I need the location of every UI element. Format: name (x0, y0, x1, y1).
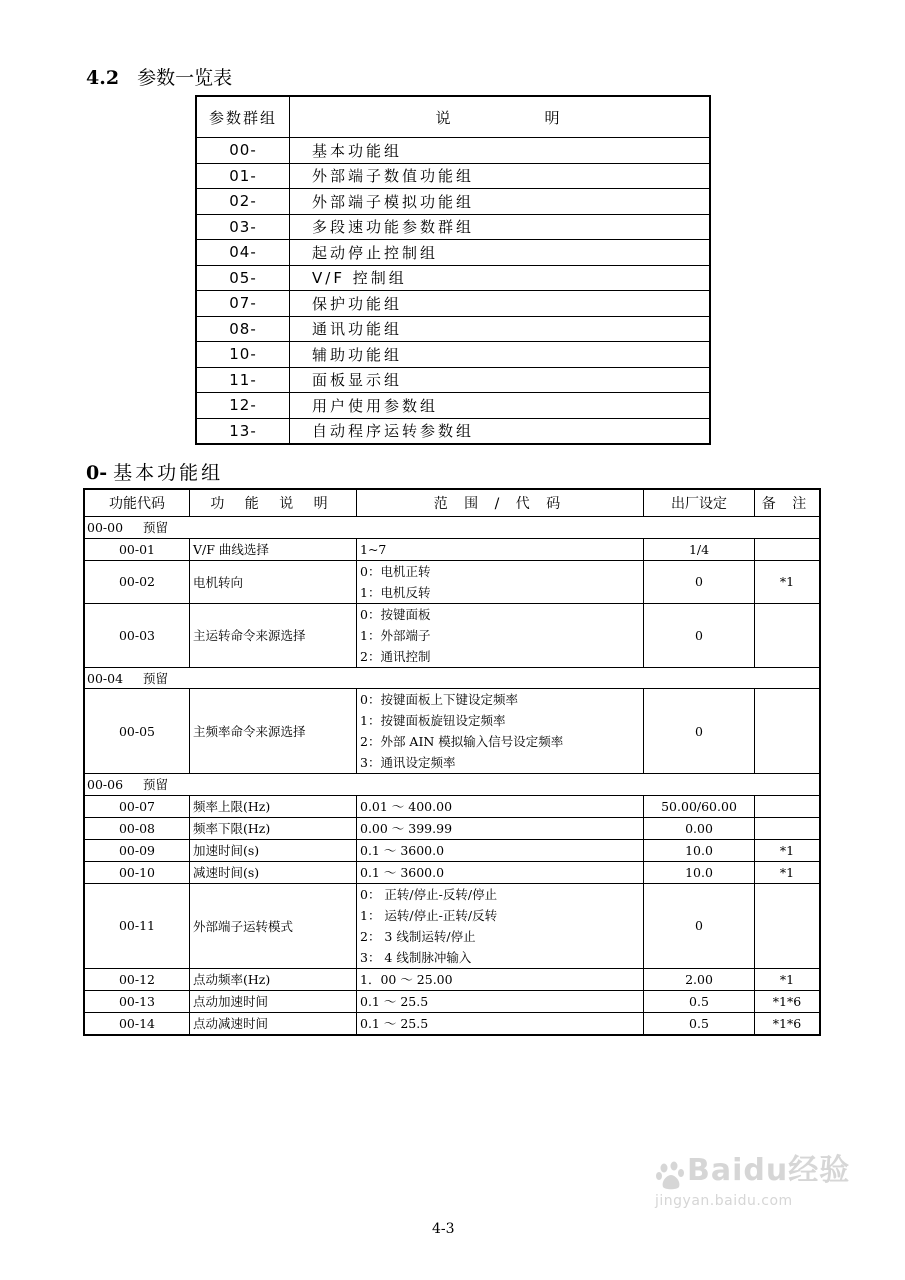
param-default: 0 (644, 689, 755, 774)
param-range (357, 839, 644, 861)
param-table-header (84, 489, 820, 517)
sub-section-heading (86, 458, 223, 485)
range-line: 0： 正转/停止-反转/停止 (360, 886, 498, 902)
group-row (196, 418, 710, 444)
param-range (357, 538, 644, 560)
param-code: 00-01 (84, 538, 190, 560)
param-code: 00-10 (84, 861, 190, 883)
param-row (84, 839, 820, 861)
param-note: *1 (755, 839, 821, 861)
param-default: 0 (644, 883, 755, 968)
param-default: 0.00 (644, 817, 755, 839)
group-description: 辅助功能组 (290, 342, 711, 368)
group-description: 面板显示组 (290, 367, 711, 393)
sub-section-number: 0- (86, 462, 108, 484)
param-range (357, 883, 644, 968)
param-default: 0 (644, 603, 755, 667)
header-note: 备 注 (755, 489, 821, 517)
range-line: 0.1 ～ 3600.0 (360, 864, 445, 880)
param-name: 主频率命令来源选择 (190, 689, 357, 774)
group-row (196, 189, 710, 215)
param-row (84, 538, 820, 560)
param-row (84, 795, 820, 817)
param-code: 00-09 (84, 839, 190, 861)
range-line: 0：按键面板上下键设定频率 (360, 692, 518, 707)
param-note (755, 795, 821, 817)
group-code: 12- (196, 393, 290, 419)
param-range (357, 795, 644, 817)
group-code: 01- (196, 163, 290, 189)
param-code: 00-12 (84, 968, 190, 990)
reserved-label: 预留 (143, 777, 169, 793)
group-row (196, 342, 710, 368)
param-default: 0 (644, 560, 755, 603)
param-name: V/F 曲线选择 (190, 538, 357, 560)
range-line: 0.1 ～ 25.5 (360, 993, 429, 1009)
header-name: 功 能 说 明 (190, 489, 357, 517)
group-table-body (196, 138, 710, 445)
param-default: 0.5 (644, 1012, 755, 1035)
param-default: 2.00 (644, 968, 755, 990)
param-name: 点动频率(Hz) (190, 968, 357, 990)
param-name: 频率下限(Hz) (190, 817, 357, 839)
group-header-desc-1: 说 (435, 108, 455, 127)
group-row (196, 265, 710, 291)
header-default: 出厂设定 (644, 489, 755, 517)
param-note (755, 883, 821, 968)
group-description: 外部端子模拟功能组 (290, 189, 711, 215)
group-code: 03- (196, 214, 290, 240)
range-line: 0.01 ～ 400.00 (360, 798, 453, 814)
range-line: 3： 4 线制脉冲输入 (360, 949, 472, 965)
group-table-header (196, 96, 710, 138)
group-description: 保护功能组 (290, 291, 711, 317)
reserved-cell (84, 774, 820, 796)
reserved-label: 预留 (143, 670, 169, 686)
reserved-cell (84, 667, 820, 689)
param-row (84, 560, 820, 603)
parameter-group-table (195, 95, 711, 445)
range-line: 2： 3 线制运转/停止 (360, 928, 476, 944)
param-row (84, 990, 820, 1012)
param-default: 10.0 (644, 839, 755, 861)
param-note: *1 (755, 560, 821, 603)
param-name: 主运转命令来源选择 (190, 603, 357, 667)
group-row (196, 240, 710, 266)
reserved-row (84, 517, 820, 539)
param-range (357, 968, 644, 990)
group-description: 多段速功能参数群组 (290, 214, 711, 240)
group-description: 通讯功能组 (290, 316, 711, 342)
parameter-table (83, 488, 821, 1036)
param-row (84, 861, 820, 883)
param-name: 频率上限(Hz) (190, 795, 357, 817)
section-title: 参数一览表 (137, 67, 233, 89)
range-line: 0.1 ～ 25.5 (360, 1015, 429, 1031)
group-code: 04- (196, 240, 290, 266)
reserved-code: 00-04 (87, 670, 124, 686)
group-description: 起动停止控制组 (290, 240, 711, 266)
param-range (357, 689, 644, 774)
range-line: 2：通讯控制 (360, 648, 431, 664)
header-code: 功能代码 (84, 489, 190, 517)
group-row (196, 214, 710, 240)
param-row (84, 603, 820, 667)
param-name: 电机转向 (190, 560, 357, 603)
reserved-code: 00-06 (87, 777, 124, 793)
param-name: 加速时间(s) (190, 839, 357, 861)
param-default: 50.00/60.00 (644, 795, 755, 817)
param-row (84, 817, 820, 839)
range-line: 0.00 ～ 399.99 (360, 820, 453, 836)
param-note (755, 817, 821, 839)
range-line: 1：外部端子 (360, 627, 431, 643)
range-line: 3：通讯设定频率 (360, 755, 456, 770)
reserved-code: 00-00 (87, 520, 124, 536)
param-code: 00-02 (84, 560, 190, 603)
paw-logo-icon (655, 1161, 687, 1191)
param-row (84, 968, 820, 990)
page-number: 4-3 (432, 1221, 455, 1237)
reserved-row (84, 667, 820, 689)
param-row (84, 689, 820, 774)
param-row (84, 883, 820, 968)
param-range (357, 990, 644, 1012)
group-description: 外部端子数值功能组 (290, 163, 711, 189)
param-range (357, 1012, 644, 1035)
param-range (357, 603, 644, 667)
sub-section-title: 基本功能组 (113, 462, 224, 484)
range-line: 0.1 ～ 3600.0 (360, 842, 445, 858)
header-range: 范 围 / 代 码 (357, 489, 644, 517)
watermark-url: jingyan.baidu.com (655, 1192, 793, 1209)
range-line: 1： 运转/停止-正转/反转 (360, 907, 498, 923)
group-code: 05- (196, 265, 290, 291)
reserved-row (84, 774, 820, 796)
group-row (196, 138, 710, 164)
param-note: *1*6 (755, 1012, 821, 1035)
param-note: *1 (755, 861, 821, 883)
param-table-body (84, 517, 820, 1035)
section-heading (86, 63, 232, 90)
group-header-description (290, 96, 711, 138)
param-name: 减速时间(s) (190, 861, 357, 883)
group-row (196, 163, 710, 189)
group-code: 00- (196, 138, 290, 164)
group-code: 11- (196, 367, 290, 393)
group-header-group: 参数群组 (196, 96, 290, 138)
param-default: 0.5 (644, 990, 755, 1012)
param-range (357, 560, 644, 603)
group-row (196, 393, 710, 419)
range-line: 1~7 (360, 541, 387, 557)
group-row (196, 316, 710, 342)
param-range (357, 817, 644, 839)
range-line: 0：电机正转 (360, 563, 431, 579)
param-range (357, 861, 644, 883)
param-note: *1*6 (755, 990, 821, 1012)
group-description: 用户使用参数组 (290, 393, 711, 419)
section-number: 4.2 (86, 67, 120, 89)
param-note (755, 538, 821, 560)
param-code: 00-14 (84, 1012, 190, 1035)
param-default: 1/4 (644, 538, 755, 560)
group-description: 基本功能组 (290, 138, 711, 164)
watermark-brand: Baidu经验 (687, 1153, 851, 1188)
param-default: 10.0 (644, 861, 755, 883)
param-code: 00-05 (84, 689, 190, 774)
range-line: 1．00 ～ 25.00 (360, 971, 453, 987)
param-name: 点动减速时间 (190, 1012, 357, 1035)
reserved-cell (84, 517, 820, 539)
range-line: 1：按键面板旋钮设定频率 (360, 713, 506, 728)
group-code: 07- (196, 291, 290, 317)
group-code: 10- (196, 342, 290, 368)
param-name: 外部端子运转模式 (190, 883, 357, 968)
range-line: 0：按键面板 (360, 606, 431, 622)
group-header-desc-2: 明 (544, 108, 564, 127)
param-code: 00-07 (84, 795, 190, 817)
param-code: 00-03 (84, 603, 190, 667)
param-row (84, 1012, 820, 1035)
group-code: 13- (196, 418, 290, 444)
param-code: 00-13 (84, 990, 190, 1012)
group-row (196, 291, 710, 317)
param-name: 点动加速时间 (190, 990, 357, 1012)
group-code: 02- (196, 189, 290, 215)
param-note (755, 603, 821, 667)
group-row (196, 367, 710, 393)
group-code: 08- (196, 316, 290, 342)
range-line: 1：电机反转 (360, 584, 431, 600)
reserved-label: 预留 (143, 520, 169, 536)
param-note (755, 689, 821, 774)
group-description: 自动程序运转参数组 (290, 418, 711, 444)
param-note: *1 (755, 968, 821, 990)
watermark (655, 1145, 850, 1209)
range-line: 2：外部 AIN 模拟输入信号设定频率 (360, 734, 564, 749)
group-description: V/F 控制组 (290, 265, 711, 291)
param-code: 00-08 (84, 817, 190, 839)
param-code: 00-11 (84, 883, 190, 968)
